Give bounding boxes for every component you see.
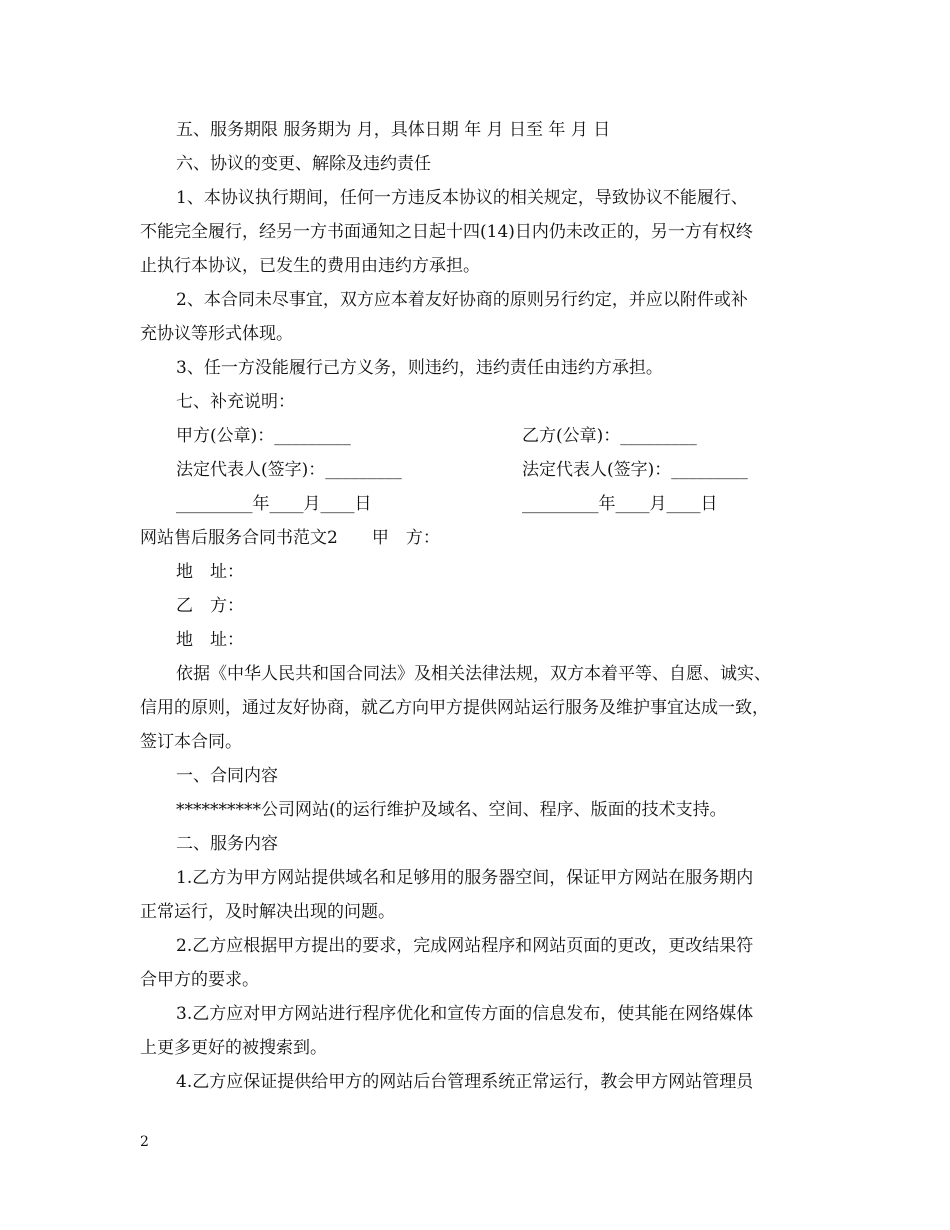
- paragraph-line: 1、本协议执行期间，任何一方违反本协议的相关规定，导致协议不能履行、: [176, 188, 748, 208]
- paragraph-line: 止执行本协议，已发生的费用由违约方承担。: [140, 256, 480, 276]
- paragraph-line: 4.乙方应保证提供给甲方的网站后台管理系统正常运行，教会甲方网站管理员: [176, 1072, 754, 1092]
- paragraph-line: 不能完全履行，经另一方书面通知之日起十四(14)日内仍未改正的，另一方有权终: [140, 222, 753, 242]
- paragraph-line: 正常运行，及时解决出现的问题。: [140, 902, 395, 922]
- paragraph-line: 签订本合同。: [140, 732, 242, 752]
- page-number: 2: [140, 1134, 149, 1150]
- heading-contract-content: 一、合同内容: [176, 766, 278, 786]
- party-b-address: 地 址：: [176, 630, 244, 650]
- signature-row-date: [140, 487, 830, 521]
- document-title-2: 网站售后服务合同书范文2 甲 方：: [140, 528, 440, 548]
- paragraph-line: 上更多更好的被搜索到。: [140, 1038, 327, 1058]
- signature-row-rep: [140, 453, 830, 487]
- heading-section-7: 七、补充说明：: [176, 392, 295, 412]
- paragraph-line: **********公司网站(的运行维护及域名、空间、程序、版面的技术支持。: [176, 800, 727, 820]
- paragraph-service-term: 五、服务期限 服务期为 月，具体日期 年 月 日至 年 月 日: [176, 120, 611, 140]
- signature-row-seal: [140, 419, 830, 453]
- party-a-representative: 法定代表人(签字)：_________: [176, 460, 402, 480]
- paragraph-line: 充协议等形式体现。: [140, 324, 293, 344]
- party-a-seal: 甲方(公章)：_________: [176, 426, 351, 446]
- party-a-address: 地 址：: [176, 562, 244, 582]
- paragraph-line: 2.乙方应根据甲方提出的要求，完成网站程序和网站页面的更改，更改结果符: [176, 936, 754, 956]
- heading-section-6: 六、协议的变更、解除及违约责任: [176, 154, 431, 174]
- party-b-date: _________年____月____日: [522, 494, 718, 514]
- paragraph-line: 3、任一方没能履行己方义务，则违约，违约责任由违约方承担。: [176, 358, 663, 378]
- paragraph-line: 合甲方的要求。: [140, 970, 259, 990]
- paragraph-line: 2、本合同未尽事宜，双方应本着友好协商的原则另行约定，并应以附件或补: [176, 290, 748, 310]
- heading-service-content: 二、服务内容: [176, 834, 278, 854]
- party-b-representative: 法定代表人(签字)：_________: [522, 460, 748, 480]
- paragraph-line: 1.乙方为甲方网站提供域名和足够用的服务器空间，保证甲方网站在服务期内: [176, 868, 754, 888]
- party-b-seal: 乙方(公章)：_________: [522, 426, 697, 446]
- paragraph-line: 信用的原则，通过友好协商，就乙方向甲方提供网站运行服务及维护事宜达成一致，: [140, 698, 769, 718]
- party-b-label: 乙 方：: [176, 596, 244, 616]
- party-a-date: _________年____月____日: [176, 494, 372, 514]
- paragraph-line: 依据《中华人民共和国合同法》及相关法律法规，双方本着平等、自愿、诚实、: [176, 664, 771, 684]
- paragraph-line: 3.乙方应对甲方网站进行程序优化和宣传方面的信息发布，使其能在网络媒体: [176, 1004, 754, 1024]
